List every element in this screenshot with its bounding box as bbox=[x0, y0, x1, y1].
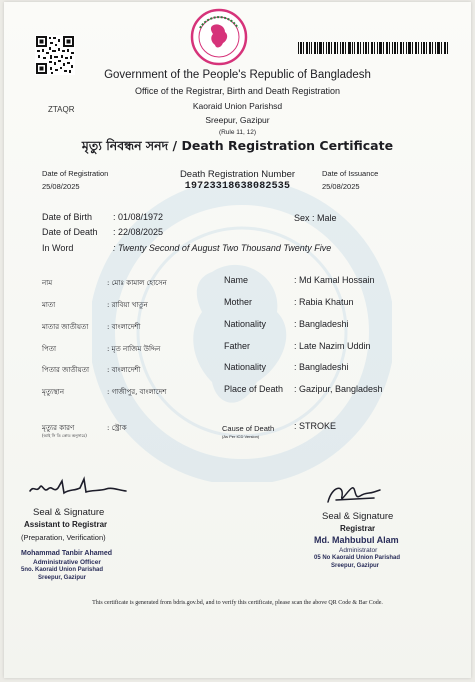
government-seal-icon bbox=[190, 8, 248, 66]
father-value: : Late Nazim Uddin bbox=[294, 341, 371, 351]
bn-mother-nationality-label: মাতার জাতীয়তা bbox=[42, 323, 89, 331]
right-officer-office: 05 No Kaoraid Union Parishad bbox=[314, 555, 401, 561]
right-role: Registrar bbox=[340, 524, 376, 533]
place-of-death-label: Place of Death bbox=[224, 384, 284, 394]
bn-name-value: : মোঃ কামাল হোসেন bbox=[107, 279, 167, 287]
bn-father-nationality-value: : বাংলাদেশী bbox=[107, 366, 141, 374]
left-role: Assistant to Registrar bbox=[24, 520, 108, 529]
bn-father-nationality-label: পিতার জাতীয়তা bbox=[42, 366, 90, 374]
footer-note: This certificate is generated from bdris.gov.bd, and to verify this certificate, please scan the above QR Code & Bar Code. bbox=[92, 600, 383, 606]
certificate-page bbox=[4, 2, 471, 678]
registration-number-label: Death Registration Number bbox=[179, 169, 296, 180]
location: Sreepur, Gazipur bbox=[205, 115, 270, 125]
bn-mother-label: মাতা bbox=[42, 301, 56, 309]
government-title: Government of the People's Republic of Bangladesh bbox=[104, 69, 371, 81]
rule-reference: (Rule 11, 12) bbox=[218, 129, 257, 136]
left-officer-name: Mohammad Tanbir Ahamed bbox=[21, 550, 113, 557]
left-officer-designation: Administrative Officer bbox=[33, 559, 101, 566]
mother-nationality-label: Nationality bbox=[224, 319, 267, 329]
bn-place-of-death-label: মৃত্যুস্থান bbox=[42, 388, 65, 396]
right-seal-title: Seal & Signature bbox=[322, 511, 394, 522]
date-of-registration-value: 25/08/2025 bbox=[42, 182, 80, 191]
union-parishad: Kaoraid Union Parishsd bbox=[192, 101, 283, 111]
right-officer-place: Sreepur, Gazipur bbox=[331, 563, 380, 569]
bn-mother-nationality-value: : বাংলাদেশী bbox=[107, 323, 141, 331]
father-nationality-label: Nationality bbox=[224, 362, 267, 372]
registration-number-value: 19723318638082535 bbox=[184, 181, 291, 192]
name-label: Name bbox=[224, 275, 249, 285]
bn-place-of-death-value: : গাজীপুর, বাংলাদেশ bbox=[107, 388, 167, 396]
dob-label: Date of Birth bbox=[42, 212, 93, 222]
dod-label: Date of Death bbox=[42, 227, 98, 237]
left-officer-place: Sreepur, Gazipur bbox=[38, 575, 87, 581]
dod-value: : 22/08/2025 bbox=[113, 227, 164, 237]
cause-sub: (As Per ICD Version) bbox=[222, 434, 260, 439]
date-of-issuance-label: Date of Issuance bbox=[322, 169, 379, 178]
bn-cause-label: মৃত্যুর কারণ bbox=[42, 424, 75, 432]
right-officer-name: Md. Mahbubul Alam bbox=[314, 535, 399, 545]
qr-caption: ZTAQR bbox=[48, 105, 75, 114]
cause-label: Cause of Death bbox=[222, 424, 275, 433]
in-word-value: : Twenty Second of August Two Thousand Twenty Five bbox=[113, 243, 332, 253]
bn-name-label: নাম bbox=[42, 279, 53, 287]
bn-cause-sub: (আই সি ডি কোড অনুসারে) bbox=[42, 433, 87, 438]
date-of-registration-label: Date of Registration bbox=[42, 169, 109, 178]
cause-value: : STROKE bbox=[294, 421, 337, 431]
left-seal-title: Seal & Signature bbox=[33, 507, 105, 518]
office-title: Office of the Registrar, Birth and Death Registration bbox=[135, 86, 340, 96]
place-of-death-value: : Gazipur, Bangladesh bbox=[294, 384, 383, 394]
bn-mother-value: : রাবিয়া খাতুন bbox=[107, 301, 148, 309]
date-of-issuance-value: 25/08/2025 bbox=[322, 182, 360, 191]
name-value: : Md Kamal Hossain bbox=[294, 275, 375, 285]
left-role-sub: (Preparation, Verification) bbox=[21, 533, 106, 542]
certificate-title: মৃত্যু নিবন্ধন সনদ / Death Registration Certificate bbox=[81, 138, 394, 153]
sex-label: Sex : Male bbox=[294, 213, 337, 223]
dob-value: : 01/08/1972 bbox=[113, 212, 164, 222]
right-signature-icon bbox=[322, 480, 384, 508]
father-nationality-value: : Bangladeshi bbox=[294, 362, 349, 372]
bn-father-label: পিতা bbox=[42, 345, 57, 353]
father-label: Father bbox=[224, 341, 251, 351]
left-signature-icon bbox=[26, 475, 131, 501]
mother-nationality-value: : Bangladeshi bbox=[294, 319, 349, 329]
right-officer-designation: Administrator bbox=[339, 547, 378, 554]
mother-label: Mother bbox=[224, 297, 253, 307]
bn-cause-value: : স্ট্রোক bbox=[107, 424, 127, 432]
left-officer-office: 5no. Kaoraid Union Parishad bbox=[21, 567, 104, 573]
bn-father-value: : মৃত নাজিম উদ্দিন bbox=[107, 345, 161, 353]
barcode-icon[interactable] bbox=[298, 42, 448, 54]
mother-value: : Rabia Khatun bbox=[294, 297, 354, 307]
in-word-label: In Word bbox=[42, 243, 74, 253]
